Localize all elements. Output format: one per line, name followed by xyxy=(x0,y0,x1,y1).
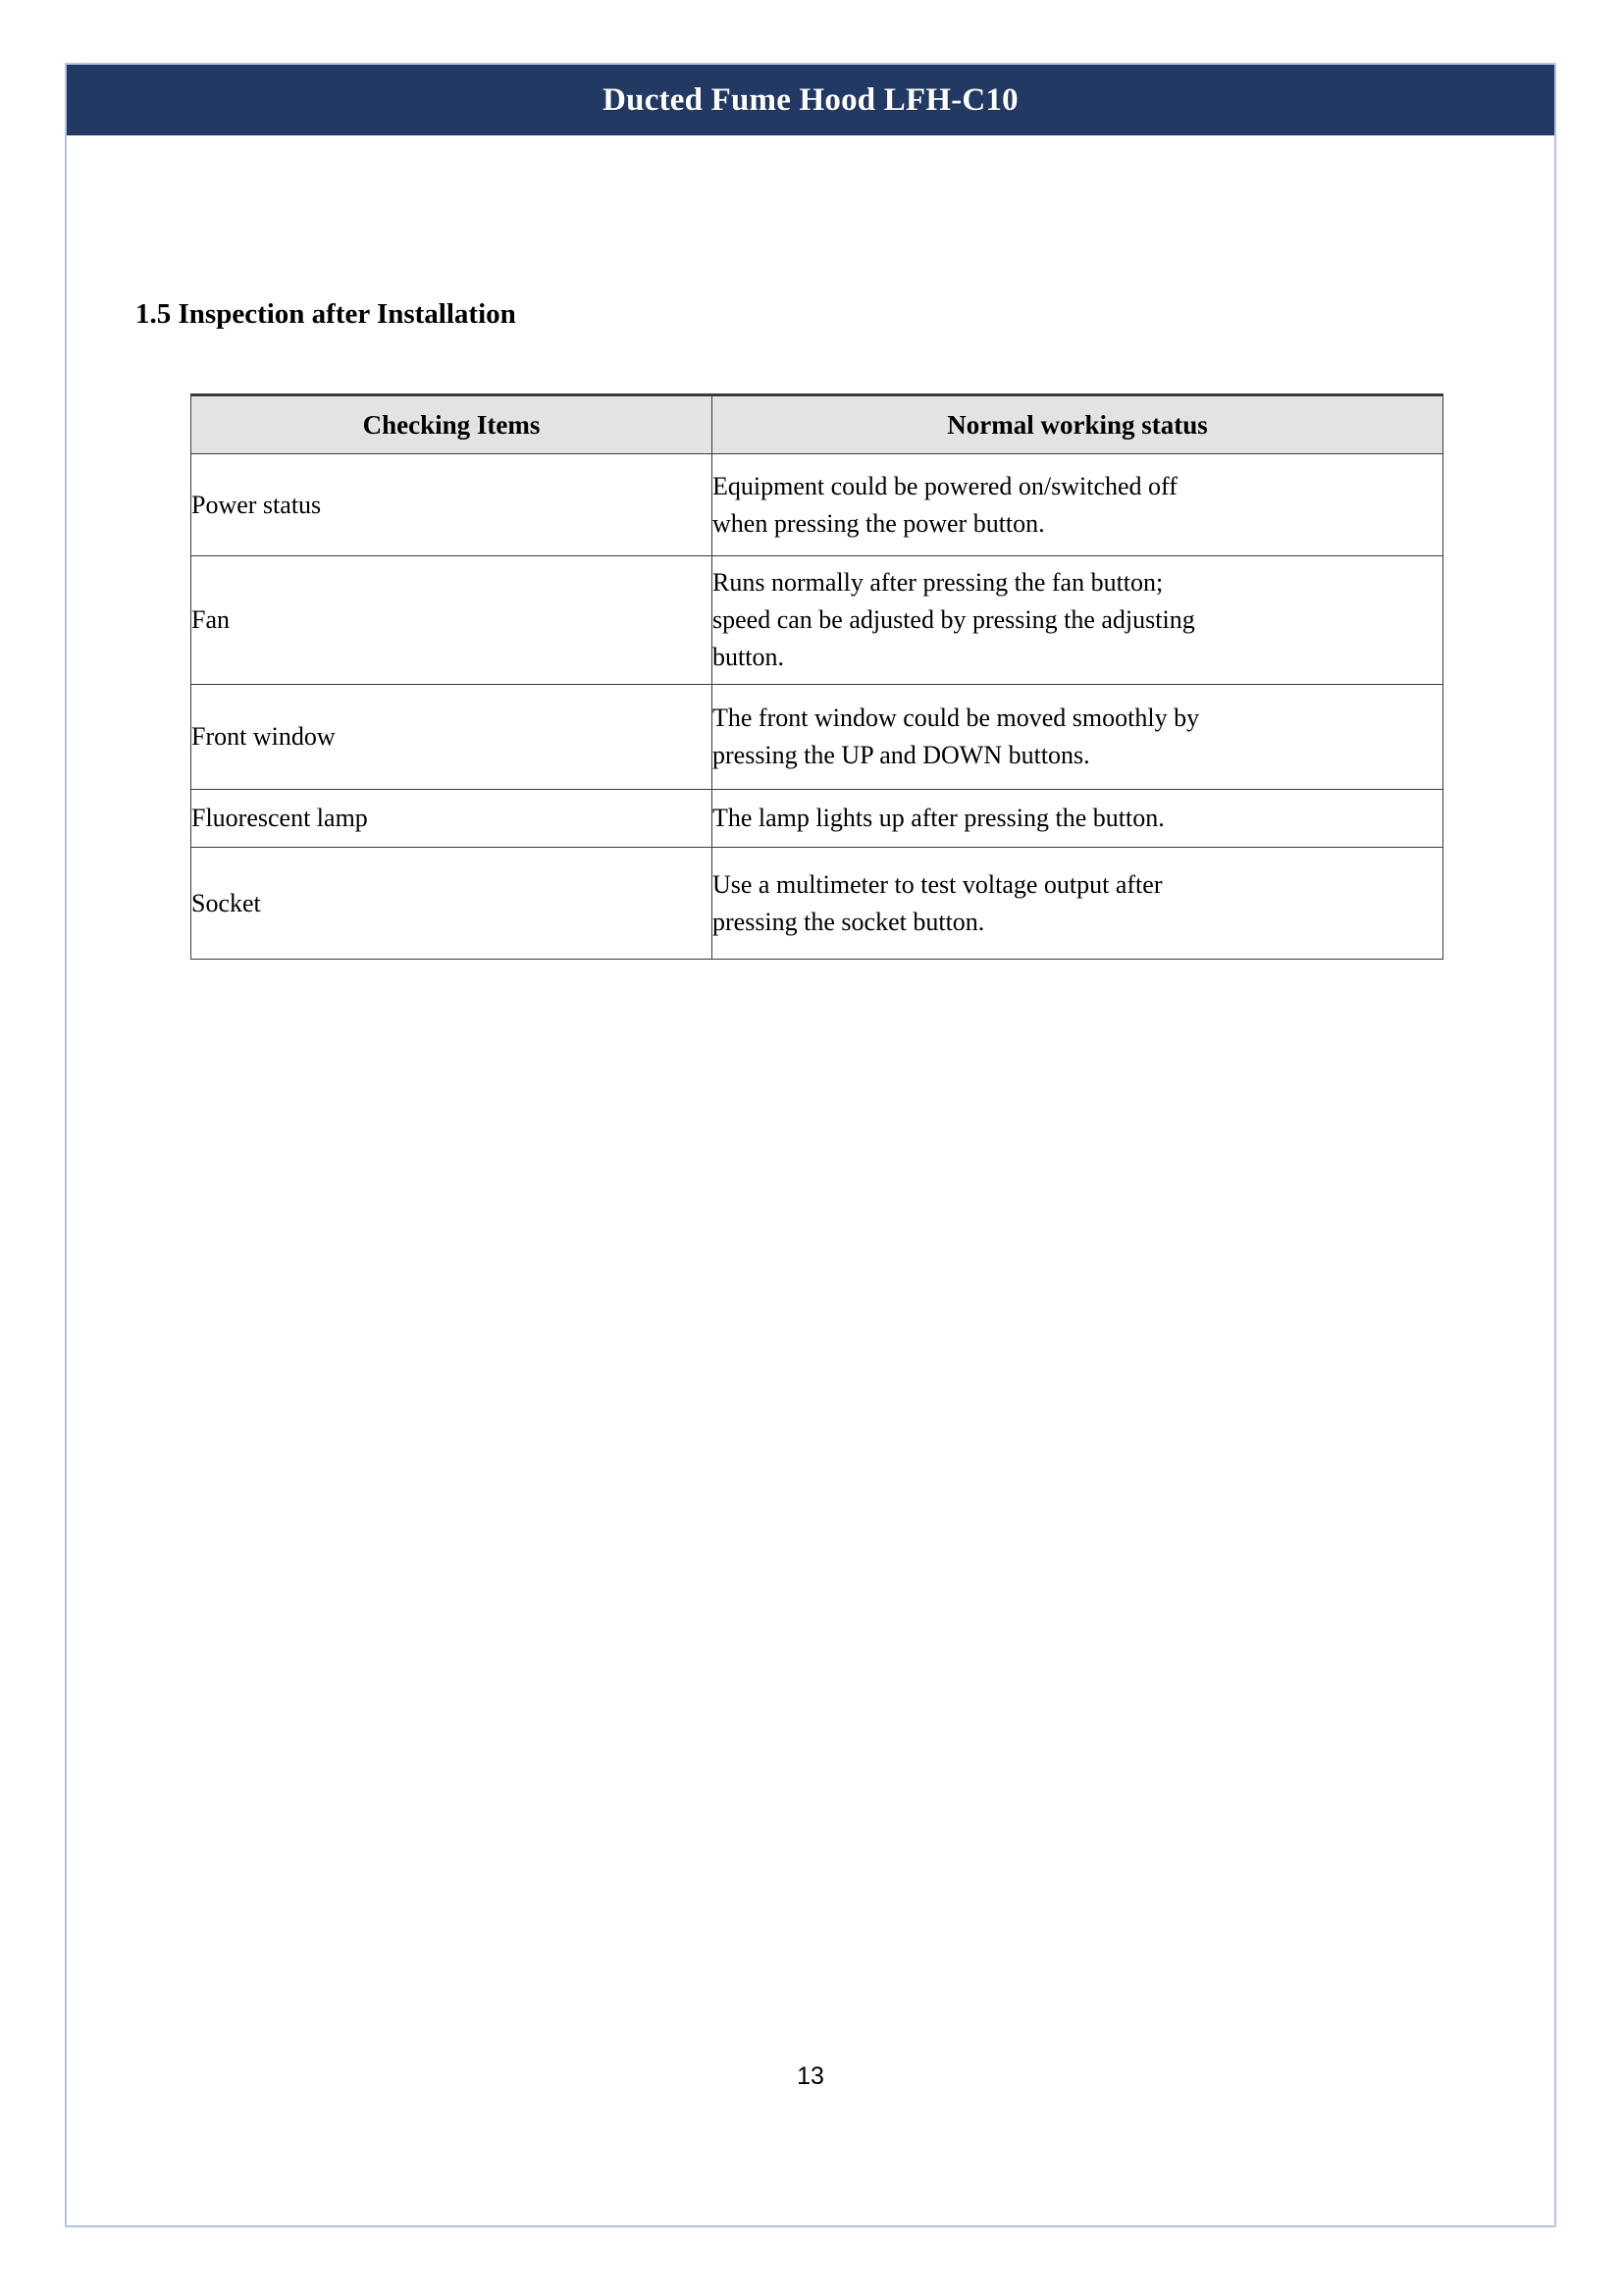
status-text-line: Runs normally after pressing the fan button; xyxy=(712,568,1164,598)
status-text-line: speed can be adjusted by pressing the adjusting xyxy=(712,605,1195,635)
table-row xyxy=(191,556,1443,685)
table-header-row xyxy=(191,395,1443,454)
status-text-line: pressing the UP and DOWN buttons. xyxy=(712,741,1090,769)
status-text-line: button. xyxy=(712,642,784,671)
cell-checking-item: Fan xyxy=(191,556,712,685)
section-heading: 1.5 Inspection after Installation xyxy=(135,298,516,330)
table-header xyxy=(191,395,1443,454)
column-header-normal-working-status: Normal working status xyxy=(712,395,1443,454)
cell-checking-item: Front window xyxy=(191,685,712,790)
cell-checking-item: Fluorescent lamp xyxy=(191,790,712,848)
table-row xyxy=(191,790,1443,848)
column-header-checking-items: Checking Items xyxy=(191,395,712,454)
status-text-line: The lamp lights up after pressing the button. xyxy=(712,804,1165,833)
status-text-line: Equipment could be powered on/switched off xyxy=(712,471,1178,500)
cell-checking-item: Power status xyxy=(191,454,712,556)
document-title: Ducted Fume Hood LFH-C10 xyxy=(602,81,1019,118)
cell-checking-item: Socket xyxy=(191,848,712,960)
status-text-line: Use a multimeter to test voltage output after xyxy=(712,869,1163,899)
cell-normal-working-status xyxy=(712,454,1443,556)
table-body xyxy=(191,454,1443,960)
table-row xyxy=(191,848,1443,960)
status-text-line: pressing the socket button. xyxy=(712,907,985,936)
page-header-band xyxy=(67,65,1554,135)
cell-normal-working-status xyxy=(712,685,1443,790)
document-page xyxy=(65,63,1556,2227)
cell-normal-working-status xyxy=(712,790,1443,848)
page-number: 13 xyxy=(797,2062,824,2090)
cell-normal-working-status xyxy=(712,848,1443,960)
table-row xyxy=(191,454,1443,556)
inspection-table xyxy=(190,393,1443,960)
page-content xyxy=(67,135,1554,2229)
status-text-line: The front window could be moved smoothly by xyxy=(712,704,1200,733)
cell-normal-working-status xyxy=(712,556,1443,685)
table-row xyxy=(191,685,1443,790)
status-text-line: when pressing the power button. xyxy=(712,508,1045,538)
